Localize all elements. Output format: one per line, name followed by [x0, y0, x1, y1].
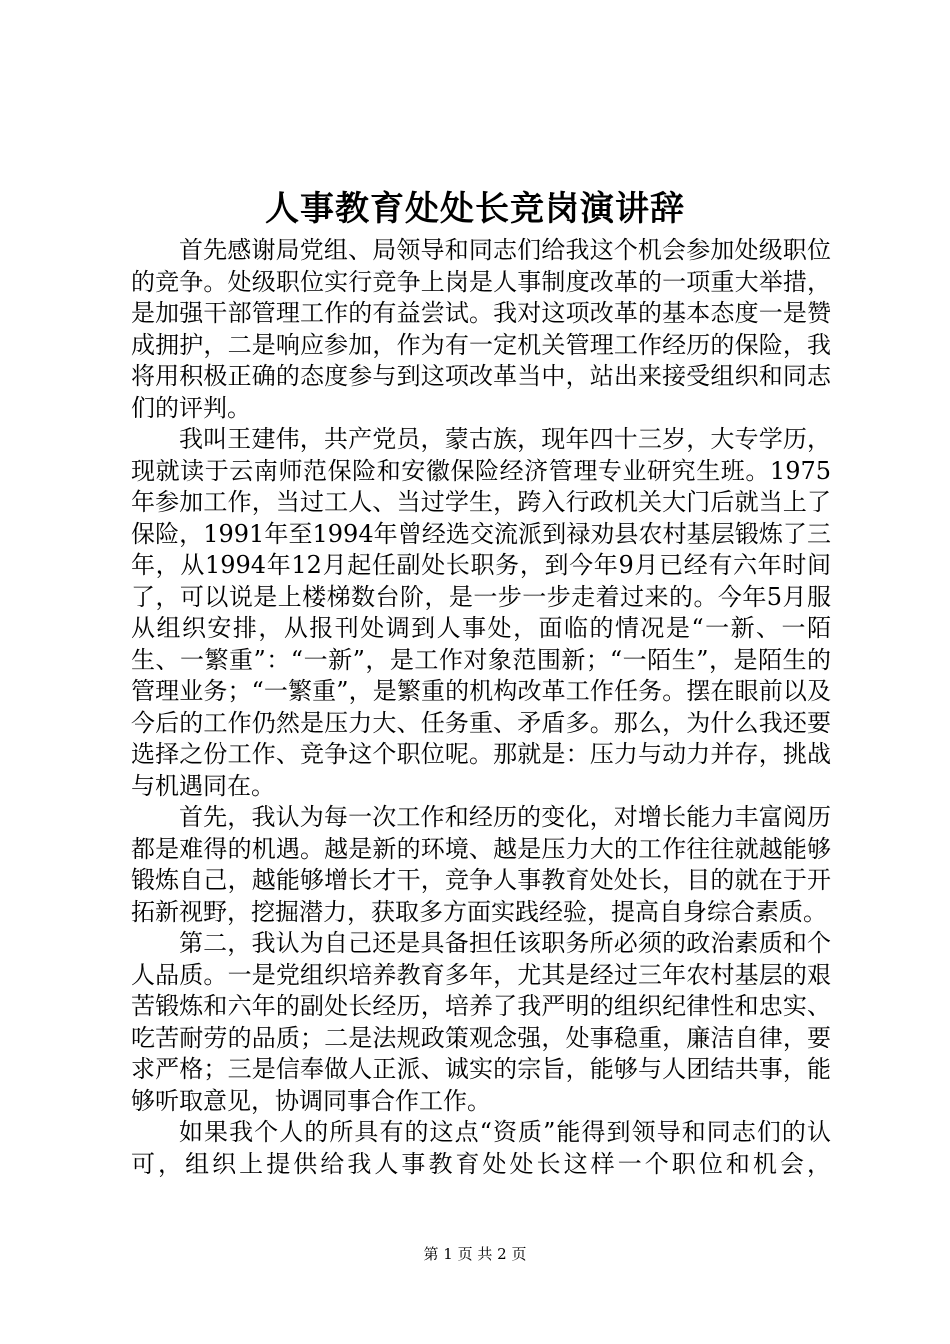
- paragraph-2: 我叫王建伟，共产党员，蒙古族，现年四十三岁，大专学历，现就读于云南师范保险和安徽保险经济管理专业研究生班。1975年参加工作，当过工人、当过学生，跨入行政机关大门后就当上了保险，1991年至1994年曾经选交流派到禄劝县农村基层锻炼了三年，从1994年12月起任副处长职务，到今年9月已经有六年时间了，可以说是上楼梯数台阶，是一步一步走着过来的。今年5月服从组织安排，从报刊处调到人事处，面临的情况是“一新、一陌生、一繁重”：“一新”，是工作对象范围新；“一陌生”，是陌生的管理业务；“一繁重”，是繁重的机构改革工作任务。摆在眼前以及今后的工作仍然是压力大、任务重、矛盾多。那么，为什么我还要选择之份工作、竞争这个职位呢。那就是：压力与动力并存，挑战与机遇同在。: [131, 425, 831, 800]
- paragraph-1: 首先感谢局党组、局领导和同志们给我这个机会参加处级职位的竞争。处级职位实行竞争上岗是人事制度改革的一项重大举措，是加强干部管理工作的有益尝试。我对这项改革的基本态度一是赞成拥护，二是响应参加，作为有一定机关管理工作经历的保险，我将用积极正确的态度参与到这项改革当中，站出来接受组织和同志们的评判。: [131, 236, 831, 422]
- paragraph-4: 第二，我认为自己还是具备担任该职务所必须的政治素质和个人品质。一是党组织培养教育多年，尤其是经过三年农村基层的艰苦锻炼和六年的副处长经历，培养了我严明的组织纪律性和忠实、吃苦耐劳的品质；二是法规政策观念强，处事稳重，廉洁自律，要求严格；三是信奉做人正派、诚实的宗旨，能够与人团结共事，能够听取意见，协调同事合作工作。: [131, 929, 831, 1115]
- document-body: [131, 235, 831, 1180]
- paragraph-5: 如果我个人的所具有的这点“资质”能得到领导和同志们的认可，组织上提供给我人事教育处处长这样一个职位和机会，: [131, 1118, 831, 1178]
- page-footer: 第 1 页 共 2 页: [423, 1245, 527, 1263]
- paragraph-3: 首先，我认为每一次工作和经历的变化，对增长能力丰富阅历都是难得的机遇。越是新的环境、越是压力大的工作往往就越能够锻炼自己，越能够增长才干，竞争人事教育处处长，目的就在于开拓新视野，挖掘潜力，获取多方面实践经验，提高自身综合素质。: [131, 803, 831, 926]
- document-title: 人事教育处处长竞岗演讲辞: [265, 189, 685, 229]
